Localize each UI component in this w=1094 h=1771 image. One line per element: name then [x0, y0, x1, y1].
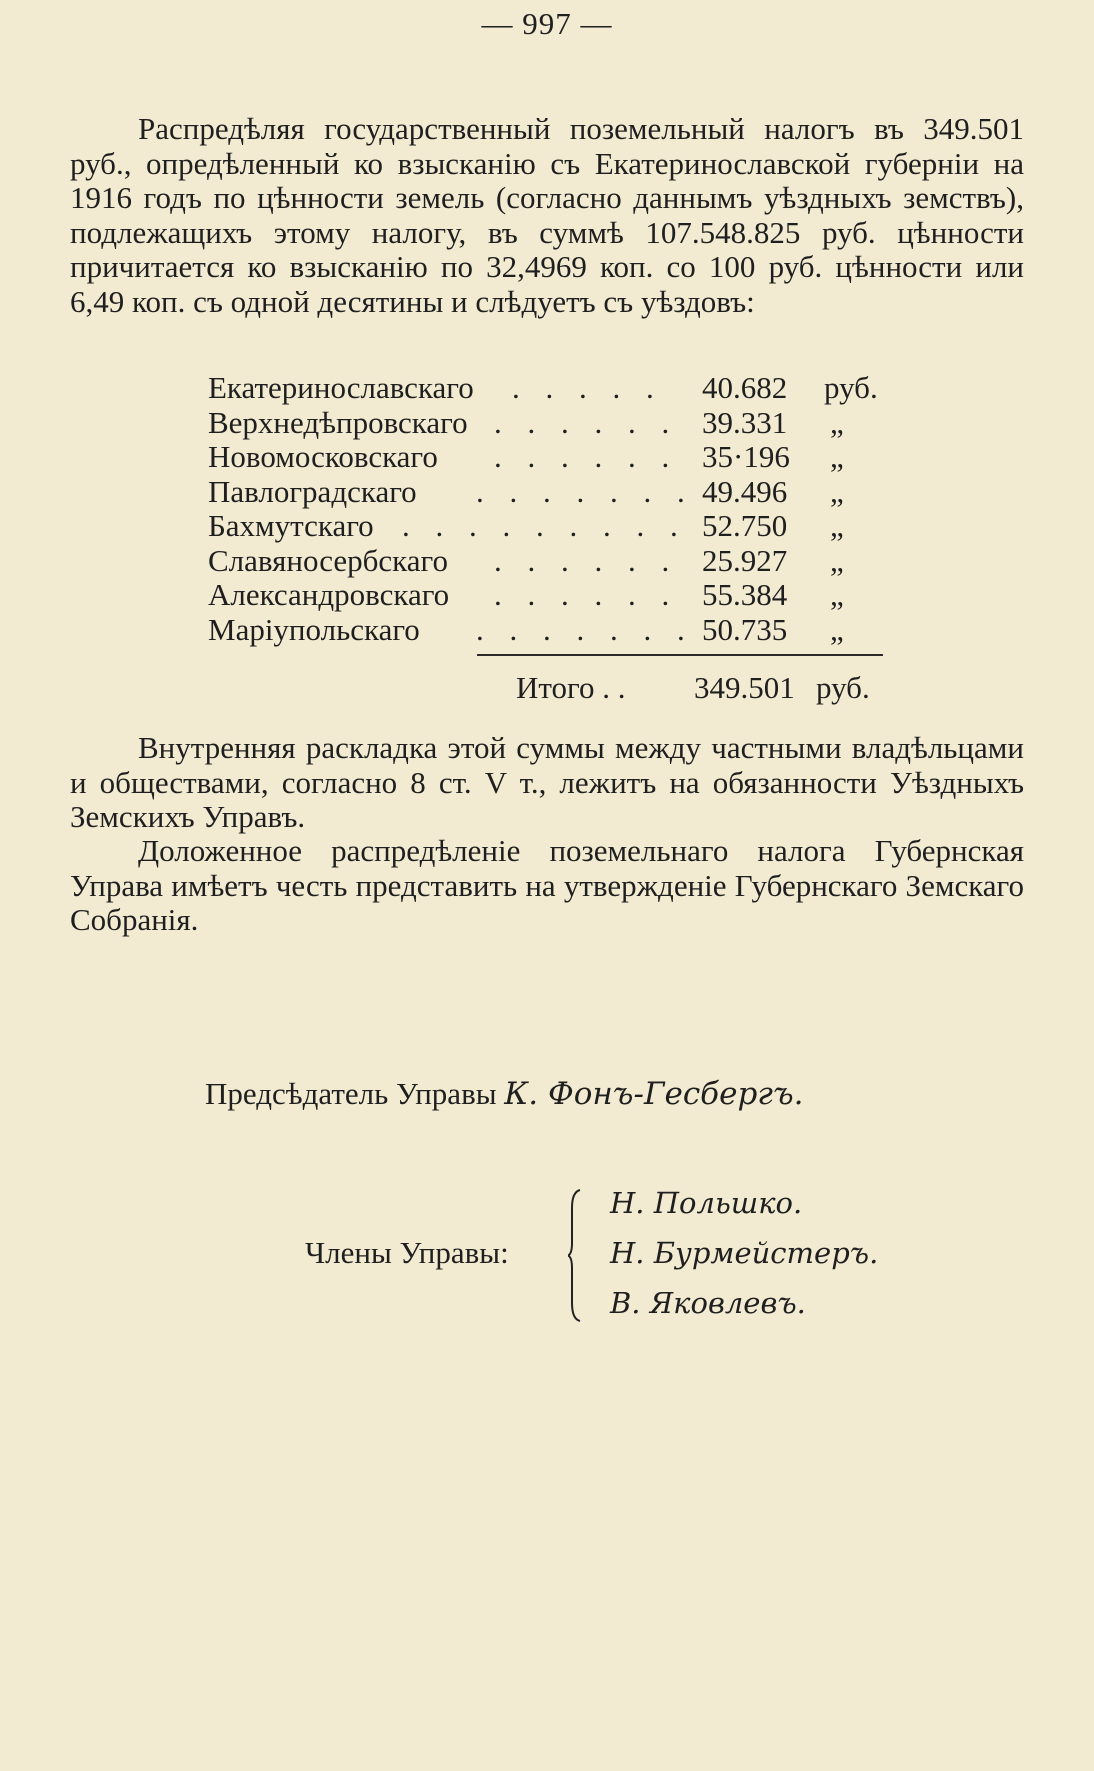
members-label: Члены Управы:: [305, 1235, 509, 1270]
leader-dots: . . . . . .: [494, 542, 679, 578]
district-name: Бахмутскаго: [208, 508, 374, 543]
chairman-title: Предсѣдатель Управы: [205, 1076, 497, 1111]
district-name: Верхнедѣпровскаго: [208, 404, 468, 440]
district-name: Екатеринославскаго: [208, 370, 474, 405]
district-row: [208, 509, 888, 544]
district-name: Новомосковскаго: [208, 439, 438, 474]
district-unit: „: [830, 473, 844, 509]
brace-icon: [568, 1188, 582, 1323]
leader-dots: . . . . . .: [494, 439, 679, 474]
approval-paragraph: [70, 834, 1024, 938]
district-amount: 25.927: [702, 542, 788, 578]
district-unit: „: [830, 611, 844, 647]
member-name: Н. Бурмейстеръ.: [610, 1236, 879, 1270]
intro-paragraph: [70, 112, 1024, 319]
total-row: [516, 670, 870, 706]
total-amount: 349.501: [694, 670, 795, 705]
district-amount: 39.331: [702, 404, 788, 440]
leader-dots: . . . . . . .: [476, 473, 694, 509]
district-amount: 52.750: [702, 508, 788, 543]
leader-dots: . . . . . .: [494, 577, 679, 612]
district-row: [208, 544, 888, 579]
district-name: Славяносербскаго: [208, 542, 448, 578]
district-amount: 55.384: [702, 577, 788, 612]
district-unit: „: [830, 508, 844, 543]
total-divider: [477, 654, 883, 656]
leader-dots: . . . . . . .: [476, 611, 694, 647]
total-unit: руб.: [816, 670, 870, 705]
chairman-signature-line: [205, 1076, 803, 1112]
paragraph-text: Внутренняя раскладка этой суммы между частными владѣльцами и обществами, согласно 8 ст. V т., лежитъ на обязанности Уѣздныхъ Земскихъ Управъ.: [70, 730, 1024, 834]
district-unit: „: [830, 439, 844, 474]
district-amount: 40.682: [702, 370, 788, 405]
district-name: Маріупольскаго: [208, 611, 420, 647]
leader-dots: . . . . . .: [494, 404, 679, 440]
intro-text: Распредѣляя государственный поземельный налогъ въ 349.501 руб., опредѣленный ко взысканію съ Екатеринославской губерніи на 1916 годъ по цѣнности земель (согласно даннымъ уѣздныхъ земствъ), подлежащихъ этому налогу, въ суммѣ 107.548.825 руб. цѣнности причитается ко взысканію по 32,4969 коп. со 100 руб. цѣнности или 6,49 коп. съ одной десятины и слѣдуетъ съ уѣздовъ:: [70, 111, 1024, 319]
leader-dots: . . . . .: [512, 370, 663, 405]
district-row: [208, 371, 888, 406]
paragraph-text: Доложенное распредѣленіе поземельнаго налога Губернская Управа имѣетъ честь представить на утвержденіе Губернскаго Земскаго Собранія.: [70, 833, 1024, 937]
district-amount: 35·196: [702, 439, 790, 474]
chairman-name: К. Фонъ-Гесбергъ.: [504, 1076, 804, 1112]
member-name: Н. Польшко.: [610, 1186, 803, 1220]
district-row: [208, 475, 888, 510]
internal-allocation-paragraph: [70, 731, 1024, 835]
district-table: [208, 371, 888, 647]
district-amount: 50.735: [702, 611, 788, 647]
district-amount: 49.496: [702, 473, 788, 509]
total-label: Итого . .: [516, 670, 626, 705]
district-row: [208, 613, 888, 648]
district-unit: „: [830, 404, 844, 440]
district-name: Павлоградскаго: [208, 473, 417, 509]
district-row: [208, 578, 888, 613]
district-row: [208, 440, 888, 475]
district-name: Александровскаго: [208, 577, 450, 612]
district-unit: руб.: [824, 370, 878, 405]
leader-dots: . . . . . . . . .: [402, 508, 687, 543]
member-name: В. Яковлевъ.: [610, 1286, 806, 1320]
page-number: — 997 —: [481, 6, 613, 41]
district-row: [208, 406, 888, 441]
district-unit: „: [830, 577, 844, 612]
district-unit: „: [830, 542, 844, 578]
